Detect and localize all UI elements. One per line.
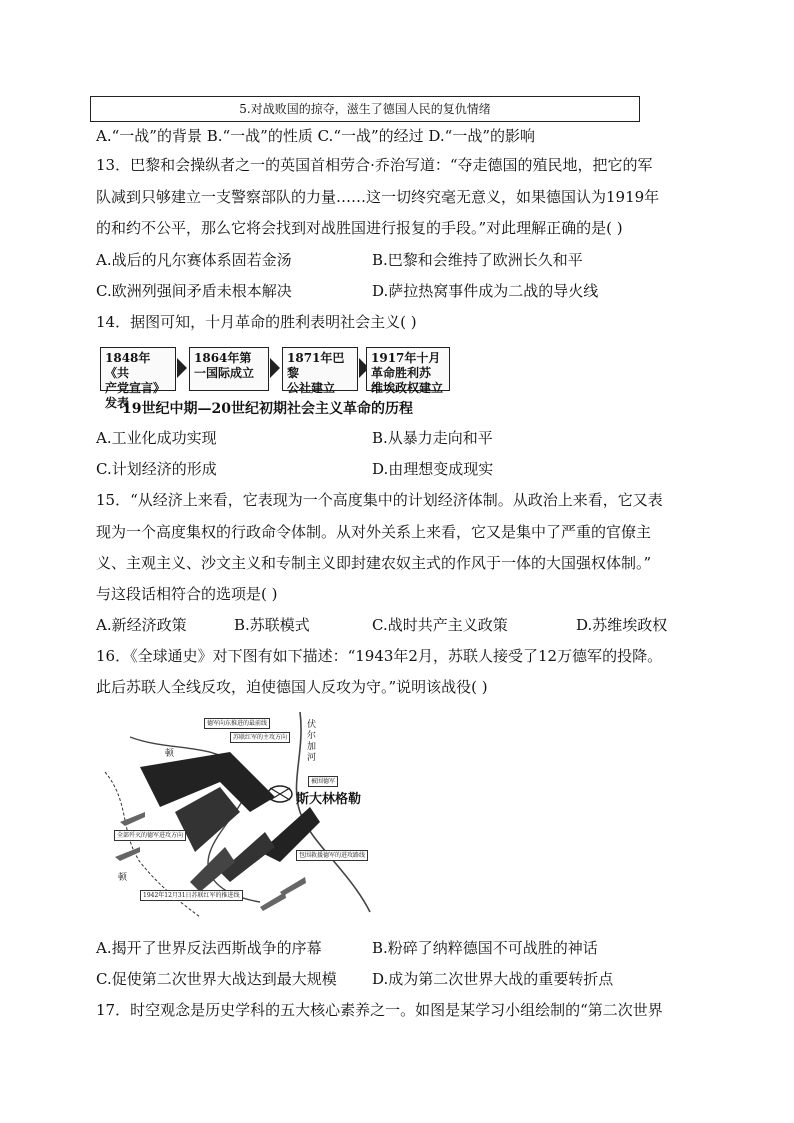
q15-stem-line2: 现为一个高度集权的行政命令体制。从对外关系上来看，它又是集中了严重的官僚主 <box>96 523 652 541</box>
map-tag-soviet-line: 1942年12月31日苏联红军的推进线 <box>140 890 243 901</box>
q14-stem: 14．据图可知，十月革命的胜利表明社会主义( ) <box>96 313 417 331</box>
q15-stem-line1: 15．“从经济上来看，它表现为一个高度集中的计划经济体制。从政治上来看，它又表 <box>96 491 663 509</box>
timeline-step-1: 1848年《共 产党宣言》 发表 <box>100 347 176 391</box>
q15-option-c[interactable]: C.战时共产主义政策 <box>372 616 508 634</box>
q16-option-c[interactable]: C.促使第二次世界大战达到最大规模 <box>96 970 337 988</box>
q13-stem-line1: 13．巴黎和会操纵者之一的英国首相劳合·乔治写道：“夺走德国的殖民地，把它的军 <box>96 156 653 174</box>
river-don-bottom-label: 顿 <box>118 873 128 883</box>
q13-stem-line2: 队减到只够建立一支警察部队的力量……这一切终究毫无意义，如果德国认为1919年 <box>96 188 660 206</box>
q16-option-b[interactable]: B.粉碎了纳粹德国不可战胜的神话 <box>372 939 598 957</box>
river-don-top-label: 顿 <box>165 749 175 759</box>
q13-option-b[interactable]: B.巴黎和会维持了欧洲长久和平 <box>372 251 583 269</box>
q13-stem-line3: 的和约不公平，那么它将会找到对战胜国进行报复的手段。”对此理解正确的是( ) <box>96 219 623 237</box>
map-tag-german-front: 德军向东推进的最前线 <box>204 718 270 729</box>
boxed-header: 5.对战败国的掠夺，滋生了德国人民的复仇情绪 <box>90 96 640 122</box>
q13-option-a[interactable]: A.战后的凡尔赛体系固若金汤 <box>96 251 292 269</box>
q16-stem-line2: 此后苏联人全线反攻，迫使德国人反攻为守。”说明该战役( ) <box>96 678 488 696</box>
map-tag-soviet-main: 苏联红军的主攻方向 <box>230 732 290 743</box>
q14-option-c[interactable]: C.计划经济的形成 <box>96 460 217 478</box>
arrow-right-icon <box>270 358 280 378</box>
stalingrad-battle-map <box>100 712 380 924</box>
q15-option-d[interactable]: D.苏维埃政权 <box>576 616 668 634</box>
q14-option-d[interactable]: D.由理想变成现实 <box>372 460 494 478</box>
q15-option-a[interactable]: A.新经济政策 <box>96 616 187 634</box>
map-tag-relief-route: 包围救援德军的进攻路线 <box>296 850 368 861</box>
timeline-step-3: 1871年巴黎 公社建立 <box>282 347 358 391</box>
q16-stem-line1: 16．《全球通史》对下图有如下描述：“1943年2月，苏联人接受了12万德军的投降。 <box>96 647 663 665</box>
q16-option-a[interactable]: A.揭开了世界反法西斯战争的序幕 <box>96 939 322 957</box>
q15-stem-line4: 与这段话相符合的选项是( ) <box>96 585 278 603</box>
timeline-step-2: 1864年第 一国际成立 <box>189 347 269 391</box>
river-volga-label: 伏尔加河 <box>307 720 317 763</box>
city-stalingrad-label: 斯大林格勒 <box>296 792 362 807</box>
arrow-right-icon <box>177 358 187 378</box>
q14-option-a[interactable]: A.工业化成功实现 <box>96 429 217 447</box>
q13-option-d[interactable]: D.萨拉热窝事件成为二战的导火线 <box>372 282 599 300</box>
map-tag-encircled: 被围德军 <box>308 776 338 787</box>
map-tag-german-attack: 全部歼灭的德军进攻方向 <box>114 830 186 841</box>
q14-option-b[interactable]: B.从暴力走向和平 <box>372 429 493 447</box>
q12-options: A.“一战”的背景 B.“一战”的性质 C.“一战”的经过 D.“一战”的影响 <box>96 127 536 145</box>
q15-option-b[interactable]: B.苏联模式 <box>234 616 310 634</box>
q17-stem-line1: 17．时空观念是历史学科的五大核心素养之一。如图是某学习小组绘制的“第二次世界 <box>96 1001 663 1019</box>
timeline-caption: 19世纪中期—20世纪初期社会主义革命的历程 <box>122 401 413 417</box>
q13-option-c[interactable]: C.欧洲列强间矛盾未根本解决 <box>96 282 292 300</box>
q16-option-d[interactable]: D.成为第二次世界大战的重要转折点 <box>372 970 614 988</box>
timeline-step-4: 1917年十月 革命胜利苏 维埃政权建立 <box>366 347 450 391</box>
q15-stem-line3: 义、主观主义、沙文主义和专制主义即封建农奴主式的作风于一体的大国强权体制。” <box>96 554 652 572</box>
